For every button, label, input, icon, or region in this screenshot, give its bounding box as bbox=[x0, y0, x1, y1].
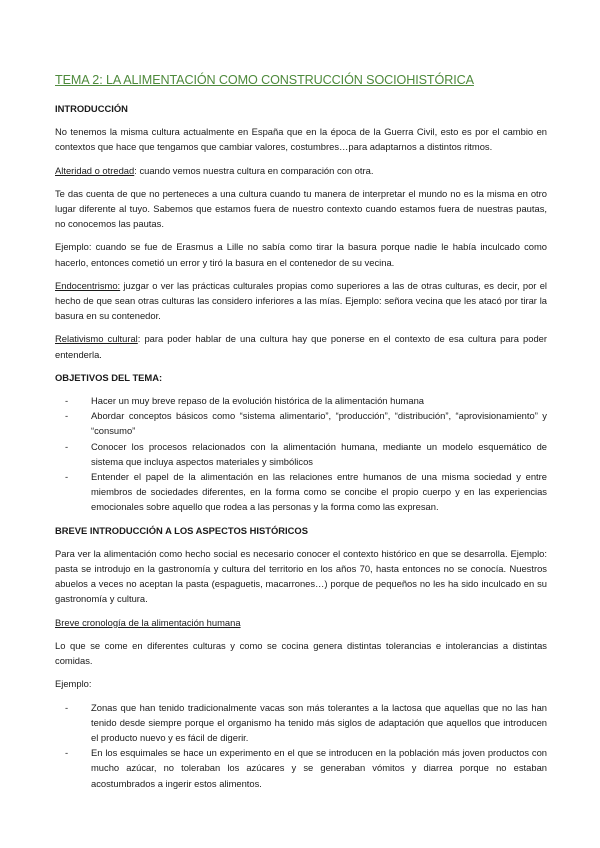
intro-paragraph-2: Te das cuenta de que no perteneces a una cultura cuando tu manera de interpretar el mundo no es la misma en otro lugar diferente al tuyo. Sabemos que estamos fuera de nuestro contexto cuando estamos fuera de nuestras pautas, no conocemos las pautas. bbox=[55, 187, 547, 230]
objetivos-heading: OBJETIVOS DEL TEMA: bbox=[55, 371, 163, 383]
intro-paragraph-3: Ejemplo: cuando se fue de Erasmus a Lille no sabía como tirar la basura porque nadie le había inculcado como hacerlo, entonces cometió un error y tiró la basura en el contenedor de su vecina. bbox=[55, 241, 547, 268]
list-item: - Entender el papel de la alimentación en las relaciones entre humanos de una misma sociedad y entre miembros de sociedades diferentes, en la forma como se concibe el propio cuerpo y en las experiencias emocionales sobre aquello que rodea a las personas y la forma como las expresan. bbox=[55, 469, 547, 515]
relativismo-text: : para poder hablar de una cultura hay que ponerse en el contexto de esa cultura para poder entenderla. bbox=[55, 333, 548, 360]
breve-paragraph: Para ver la alimentación como hecho social es necesario conocer el contexto histórico en que se desarrolla. Ejemplo: pasta se introdujo en la gastronomía y cultura del territorio en los años 70, hasta entonces no se conocía. Nuestros abuelos a veces no aceptan la pasta (espaguetis, macarrones…) porque de pequeños no les ha sido inculcado en su gastronomía y cultura. bbox=[55, 547, 547, 605]
document-page bbox=[55, 72, 547, 799]
intro-heading: INTRODUCCIÓN bbox=[55, 103, 128, 114]
alteridad-definition bbox=[55, 163, 547, 178]
document-title: TEMA 2: LA ALIMENTACIÓN COMO CONSTRUCCIÓN SOCIOHISTÓRICA bbox=[55, 73, 474, 87]
ejemplo-label: Ejemplo: bbox=[55, 678, 92, 690]
etnocentrismo-term: Endocentrismo: bbox=[55, 279, 121, 291]
list-item: - Abordar conceptos básicos como “sistema alimentario”, “producción”, “distribución”, “aprovisionamiento” y “consumo” bbox=[55, 408, 547, 438]
cronologia-heading: Breve cronología de la alimentación humana bbox=[55, 616, 241, 628]
intro-paragraph-1: No tenemos la misma cultura actualmente en España que en la época de la Guerra Civil, esto es por el cambio en contextos que hace que tengamos que cambiar valores, costumbres…para adaptarnos a distintos ritmos. bbox=[55, 126, 547, 153]
list-item: - Hacer un muy breve repaso de la evolución histórica de la alimentación humana bbox=[55, 393, 547, 408]
relativismo-term: Relativismo cultural bbox=[55, 333, 138, 345]
relativismo-definition bbox=[55, 331, 547, 361]
breve-heading: BREVE INTRODUCCIÓN A LOS ASPECTOS HISTÓRICOS bbox=[55, 524, 308, 536]
list-item: - Conocer los procesos relacionados con la alimentación humana, mediante un modelo esquemático de sistema que incluya aspectos materiales y simbólicos bbox=[55, 439, 547, 469]
etnocentrismo-definition bbox=[55, 278, 547, 324]
ejemplos-list bbox=[55, 700, 547, 791]
list-item: - Zonas que han tenido tradicionalmente vacas son más tolerantes a la lactosa que aquellas que no las han tenido desde siempre porque el organismo ha tenido más siglos de adaptación que aquellos que introducen el producto nuevo y es fácil de digerir. bbox=[55, 700, 547, 746]
list-item: - En los esquimales se hace un experimento en el que se introducen en la población más joven productos con mucho azúcar, no toleraban los azúcares y se generaban vómitos y diarrea porque no estaban acostumbrados a ingerir estos alimentos. bbox=[55, 745, 547, 791]
objetivos-list bbox=[55, 393, 547, 515]
cronologia-paragraph: Lo que se come en diferentes culturas y como se cocina genera distintas tolerancias e intolerancias a distintas comidas. bbox=[55, 639, 547, 667]
etnocentrismo-text: juzgar o ver las prácticas culturales propias como superiores a las de otras culturas, es decir, por el hecho de que sean otras culturas las considero inferiores a las mías. Ejemplo: señora vecina que les atacó por tirar la basura en su contenedor. bbox=[55, 279, 547, 322]
alteridad-text: : cuando vemos nuestra cultura en comparación con otra. bbox=[134, 164, 374, 176]
alteridad-term: Alteridad o otredad bbox=[55, 164, 135, 176]
